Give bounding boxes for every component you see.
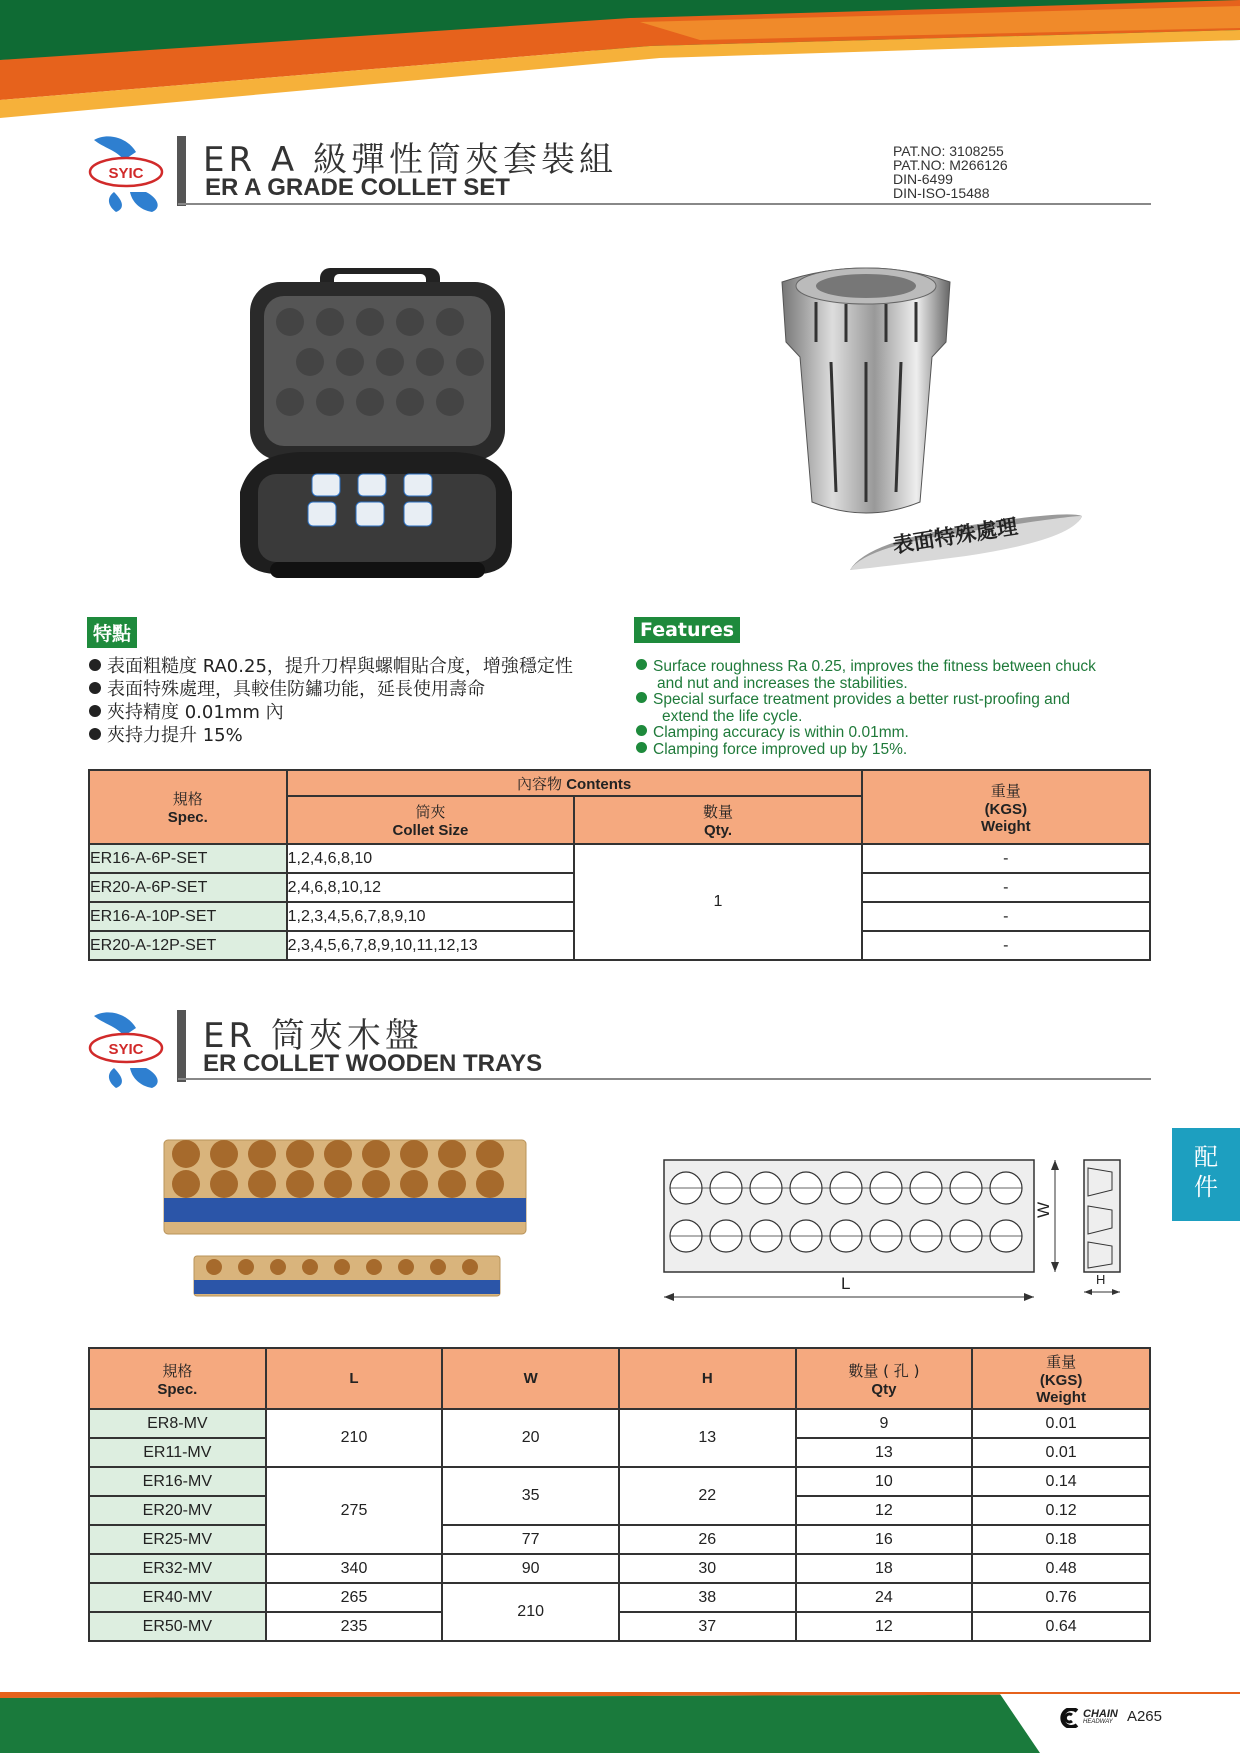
weight-cell: 0.76: [972, 1583, 1150, 1612]
l-cell: 210: [266, 1409, 443, 1467]
spec-cell: ER16-A-10P-SET: [89, 902, 287, 931]
patent-line: PAT.NO: 3108255: [893, 143, 1004, 159]
l-cell: 275: [266, 1467, 443, 1554]
section-divider: [178, 1078, 1151, 1080]
syic-logo: [86, 1008, 166, 1088]
qty-cell: 24: [796, 1583, 973, 1612]
header-qty: 數量 Qty.: [574, 796, 861, 844]
header-l: L: [266, 1348, 443, 1409]
header-spec: 規格 Spec.: [89, 770, 287, 844]
qty-cell: 13: [796, 1438, 973, 1467]
section-title-zh: ER 筒夾木盤: [203, 1016, 423, 1056]
header-contents: 內容物 Contents: [287, 770, 862, 796]
bullet-icon: [89, 705, 101, 717]
l-cell: 235: [266, 1612, 443, 1641]
accessories-side-tab[interactable]: [1172, 1128, 1240, 1221]
bullet-icon: [636, 742, 647, 753]
features-list-zh: [89, 655, 573, 747]
spec-cell: ER50-MV: [89, 1612, 266, 1641]
chain-headway-logo: CHAIN HEADWAY: [1055, 1708, 1118, 1728]
weight-cell: 0.64: [972, 1612, 1150, 1641]
collet-sizes-cell: 2,4,6,8,10,12: [287, 873, 575, 902]
header-weight: 重量 (KGS) Weight: [862, 770, 1150, 844]
collet-sizes-cell: 2,3,4,5,6,7,8,9,10,11,12,13: [287, 931, 575, 960]
top-banner: [0, 0, 1240, 120]
feature-item: Clamping accuracy is within 0.01mm.: [636, 725, 1156, 742]
section-title-en: ER COLLET WOODEN TRAYS: [203, 1050, 543, 1077]
bullet-icon: [89, 659, 101, 671]
spec-cell: ER20-MV: [89, 1496, 266, 1525]
collet-case-image: [240, 262, 515, 584]
section-divider: [178, 203, 1151, 205]
qty-cell: 16: [796, 1525, 973, 1554]
title-accent-bar: [177, 136, 186, 206]
wooden-tray-table: [88, 1347, 1151, 1642]
patent-line: DIN-ISO-15488: [893, 185, 990, 201]
collet-sizes-cell: 1,2,4,6,8,10: [287, 844, 575, 873]
feature-item: Surface roughness Ra 0.25, improves the fitness between chuck and nut and increases the stabilities.: [636, 659, 1156, 692]
spec-cell: ER25-MV: [89, 1525, 266, 1554]
qty-cell: 12: [796, 1612, 973, 1641]
table-row: [89, 1583, 1150, 1612]
header-collet-size: 筒夾 Collet Size: [287, 796, 575, 844]
dim-label-w: W: [1034, 1201, 1054, 1219]
weight-cell: 0.14: [972, 1467, 1150, 1496]
dim-label-l: L: [841, 1274, 851, 1293]
features-badge-zh: 特點: [87, 617, 137, 648]
table-row: [89, 1525, 1150, 1554]
feature-item: 夾持精度 0.01mm 內: [89, 701, 573, 724]
spec-cell: ER16-A-6P-SET: [89, 844, 287, 873]
l-cell: 265: [266, 1583, 443, 1612]
bullet-icon: [636, 692, 647, 703]
h-cell: 30: [619, 1554, 796, 1583]
syic-logo: [86, 132, 166, 212]
page-number: A265: [1126, 1708, 1162, 1725]
features-badge-en: Features: [634, 617, 740, 643]
header-weight: 重量 (KGS) Weight: [972, 1348, 1150, 1409]
w-cell: 20: [442, 1409, 619, 1467]
weight-cell: -: [862, 931, 1150, 960]
collet-sizes-cell: 1,2,3,4,5,6,7,8,9,10: [287, 902, 575, 931]
tray-dimension-drawing: [660, 1152, 1130, 1310]
table-row: [89, 844, 1150, 873]
weight-cell: 0.48: [972, 1554, 1150, 1583]
h-cell: 38: [619, 1583, 796, 1612]
l-cell: 340: [266, 1554, 443, 1583]
features-list-en: [636, 659, 1156, 758]
qty-cell: 1: [574, 844, 861, 960]
qty-cell: 10: [796, 1467, 973, 1496]
table-row: [89, 1554, 1150, 1583]
spec-cell: ER16-MV: [89, 1467, 266, 1496]
surface-treatment-ribbon: [846, 506, 1086, 576]
dim-label-h: H: [1096, 1272, 1106, 1287]
feature-item: Special surface treatment provides a better rust-proofing and extend the life cycle.: [636, 692, 1156, 725]
spec-cell: ER20-A-6P-SET: [89, 873, 287, 902]
side-tab-char: 配: [1194, 1143, 1218, 1171]
svg-text:SYIC: SYIC: [108, 165, 144, 182]
footer-bar: [0, 1692, 1240, 1753]
section-title-zh: ER A 級彈性筒夾套裝組: [203, 140, 617, 180]
table-row: [89, 1409, 1150, 1438]
header-h: H: [619, 1348, 796, 1409]
section-title-en: ER A GRADE COLLET SET: [205, 174, 510, 201]
weight-cell: -: [862, 873, 1150, 902]
weight-cell: 0.01: [972, 1409, 1150, 1438]
weight-cell: 0.18: [972, 1525, 1150, 1554]
table-row: [89, 1467, 1150, 1496]
feature-item: 夾持力提升 15%: [89, 724, 573, 747]
qty-cell: 18: [796, 1554, 973, 1583]
feature-item: Clamping force improved up by 15%.: [636, 742, 1156, 759]
spec-cell: ER32-MV: [89, 1554, 266, 1583]
feature-item: 表面特殊處理，具較佳防鏽功能，延長使用壽命: [89, 678, 573, 701]
patent-line: PAT.NO: M266126: [893, 157, 1008, 173]
bullet-icon: [89, 728, 101, 740]
header-spec: 規格 Spec.: [89, 1348, 266, 1409]
qty-cell: 9: [796, 1409, 973, 1438]
ribbon-label: 表面特殊處理: [891, 514, 1020, 558]
weight-cell: 0.12: [972, 1496, 1150, 1525]
w-cell: 90: [442, 1554, 619, 1583]
h-cell: 26: [619, 1525, 796, 1554]
bullet-icon: [636, 725, 647, 736]
patent-list: [893, 144, 1008, 200]
wooden-trays-image: [162, 1136, 532, 1306]
title-accent-bar: [177, 1010, 186, 1082]
h-cell: 37: [619, 1612, 796, 1641]
header-w: W: [442, 1348, 619, 1409]
bullet-icon: [636, 659, 647, 670]
spec-cell: ER40-MV: [89, 1583, 266, 1612]
w-cell: 35: [442, 1467, 619, 1525]
feature-item: 表面粗糙度 RA0.25，提升刀桿與螺帽貼合度，增強穩定性: [89, 655, 573, 678]
spec-cell: ER20-A-12P-SET: [89, 931, 287, 960]
svg-text:SYIC: SYIC: [108, 1041, 144, 1058]
chain-logo-icon: [1055, 1708, 1081, 1728]
w-cell: 77: [442, 1525, 619, 1554]
h-cell: 22: [619, 1467, 796, 1525]
header-qty: 數量 ( 孔 ) Qty: [796, 1348, 973, 1409]
bullet-icon: [89, 682, 101, 694]
weight-cell: 0.01: [972, 1438, 1150, 1467]
collet-image: [776, 262, 956, 522]
spec-cell: ER8-MV: [89, 1409, 266, 1438]
collet-set-table: [88, 769, 1151, 961]
w-cell: 210: [442, 1583, 619, 1641]
patent-line: DIN-6499: [893, 171, 953, 187]
h-cell: 13: [619, 1409, 796, 1467]
qty-cell: 12: [796, 1496, 973, 1525]
spec-cell: ER11-MV: [89, 1438, 266, 1467]
side-tab-char: 件: [1194, 1173, 1218, 1201]
table-row: [89, 1612, 1150, 1641]
weight-cell: -: [862, 844, 1150, 873]
weight-cell: -: [862, 902, 1150, 931]
